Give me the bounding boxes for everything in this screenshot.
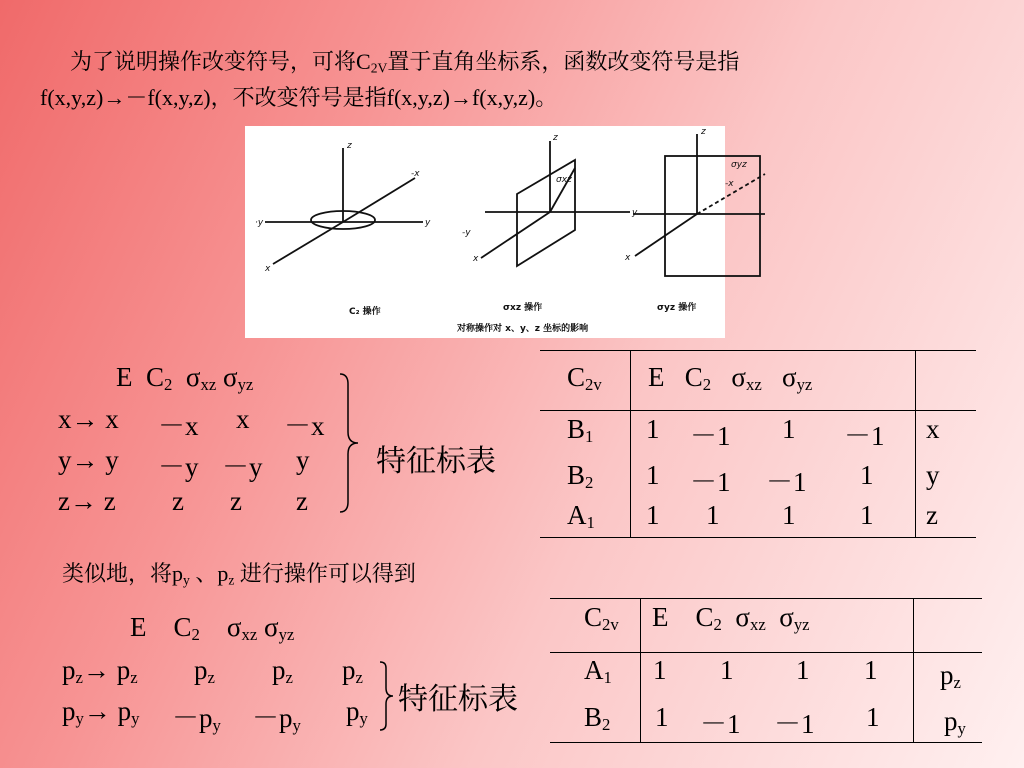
intro-line1-a: 为了说明操作改变符号，可将C [70, 49, 371, 74]
block1-row-x-1: －x [158, 411, 199, 441]
fig-sigma-yz: σyz [731, 160, 747, 170]
block1-row-z-1: z [172, 486, 184, 516]
block1-label: 特征标表 [376, 445, 496, 478]
table2-a1-basis: $p_z$ [940, 660, 961, 693]
table1-irrep-b2: $B_2$ [567, 460, 594, 493]
block1-row-y-1: －y [158, 452, 199, 482]
table1-b2-char-c2: －1 [690, 467, 731, 497]
table1-b1-char-e: 1 [646, 414, 660, 444]
symmetry-operations-figure [245, 126, 747, 338]
table2-header-rule [550, 652, 982, 653]
fig-axis-y-1: y [425, 218, 431, 228]
table2-irrep-a1: $A_1$ [584, 655, 612, 688]
fig-axis-negx-3: -x [725, 179, 734, 189]
fig-caption-c2: C₂ 操作 [349, 307, 381, 317]
fig-caption-syz: σyz 操作 [657, 303, 697, 313]
table2-irrep-b2: $B_2$ [584, 702, 611, 735]
block1-row-y-0: y→ y [58, 445, 119, 475]
table1-a1-char-sxz: 1 [782, 500, 796, 530]
fig-axis-x-3: x [625, 253, 631, 263]
block2-row-pz-0: $p_z\to p_z$ [62, 655, 138, 688]
table2-bottom-rule [550, 742, 982, 743]
block2-row-py-3: $p_y$ [346, 696, 368, 729]
table1-top-rule [540, 350, 976, 351]
fig-axis-z-3: z [701, 127, 706, 137]
table2-b2-char-c2: －1 [700, 709, 741, 739]
fig-caption-main: 对称操作对 x、y、z 坐标的影响 [457, 324, 589, 334]
block1-row-z-0: z→ z [58, 486, 116, 516]
table2-b2-char-sxz: －1 [774, 709, 815, 739]
table2-top-rule [550, 598, 982, 599]
table1-b1-char-c2: －1 [690, 421, 731, 451]
fig-axis-doty-1: ·y [255, 218, 264, 228]
table1-a1-char-c2: 1 [706, 500, 720, 530]
axes-diagram [245, 126, 747, 338]
fig-axis-negx-1: -x [411, 169, 420, 179]
fig-axis-z-1: z [347, 141, 352, 151]
fig-axis-z-2: z [553, 133, 558, 143]
table1-a1-basis: z [926, 500, 938, 530]
table1-b2-char-sxz: －1 [766, 467, 807, 497]
block1-row-x-0: x→ x [58, 404, 119, 434]
fig-sigma-xz: σxz [556, 175, 572, 185]
table2-b2-char-syz: 1 [866, 702, 880, 732]
block2-row-py-0: $p_y\to p_y$ [62, 696, 140, 729]
fig-axis-x-2: x [473, 254, 479, 264]
table2-vrule-1 [640, 598, 641, 742]
fig-axis-negy-2: -y [462, 228, 471, 238]
table1-vrule-1 [630, 350, 631, 537]
block1-row-y-3: y [296, 445, 310, 475]
table2-a1-char-syz: 1 [864, 655, 878, 685]
table2-b2-basis: $p_y$ [944, 706, 966, 739]
table1-b1-char-syz: －1 [844, 421, 885, 451]
table1-b2-char-e: 1 [646, 460, 660, 490]
table2-a1-char-sxz: 1 [796, 655, 810, 685]
block1-row-y-2: －y [222, 452, 263, 482]
block2-row-pz-3: $p_z$ [342, 655, 363, 688]
fig-caption-sxz: σxz 操作 [503, 303, 543, 313]
table1-a1-char-syz: 1 [860, 500, 874, 530]
table2-group: $C_{2v}$ [584, 602, 619, 635]
block2-header: E $C_2$ $\sigma_{xz}$ $\sigma_{yz}$ [130, 612, 295, 645]
table1-b2-basis: y [926, 460, 940, 490]
table2-vrule-2 [913, 598, 914, 742]
fig-axis-y-2: y [632, 208, 638, 218]
table2-a1-char-c2: 1 [720, 655, 734, 685]
table2-ops-header: E $C_2$ $\sigma_{xz}$ $\sigma_{yz}$ [652, 602, 810, 635]
block2-row-py-1: $-p_y$ [172, 703, 221, 736]
block1-row-x-3: －x [284, 411, 325, 441]
table1-header-rule [540, 410, 976, 411]
table1-bottom-rule [540, 537, 976, 538]
block2-brace [378, 660, 398, 732]
block1-row-z-2: z [230, 486, 242, 516]
table1-b1-basis: x [926, 414, 940, 444]
intro-line1-b: 置于直角坐标系，函数改变符号是指 [387, 49, 740, 74]
block2-row-py-2: $-p_y$ [252, 703, 301, 736]
table1-ops-header: E $C_2$ $\sigma_{xz}$ $\sigma_{yz}$ [648, 362, 813, 395]
intro-paragraph [40, 44, 1000, 116]
table1-b1-char-sxz: 1 [782, 414, 796, 444]
table1-vrule-2 [915, 350, 916, 537]
middle-sentence: 类似地，将$p_y$ 、$p_z$ 进行操作可以得到 [62, 561, 416, 588]
block2-label: 特征标表 [398, 683, 518, 716]
fig-axis-x-1: x [265, 264, 271, 274]
block1-header: E $C_2$ $\sigma_{xz}$ $\sigma_{yz}$ [116, 362, 254, 395]
intro-line1-sub: 2V [370, 60, 388, 76]
block2-row-pz-2: $p_z$ [272, 655, 293, 688]
table1-irrep-b1: $B_1$ [567, 414, 594, 447]
table1-a1-char-e: 1 [646, 500, 660, 530]
table1-group: $C_{2v}$ [567, 362, 602, 395]
table2-b2-char-e: 1 [655, 702, 669, 732]
table1-b2-char-syz: 1 [860, 460, 874, 490]
block2-row-pz-1: $p_z$ [194, 655, 215, 688]
table1-irrep-a1: $A_1$ [567, 500, 595, 533]
intro-line2: f(x,y,z)→－f(x,y,z)，不改变符号是指f(x,y,z)→f(x,y,z)。 [40, 85, 558, 110]
block1-row-x-2: x [236, 404, 250, 434]
block1-row-z-3: z [296, 486, 308, 516]
block1-brace [338, 372, 368, 514]
table2-a1-char-e: 1 [653, 655, 667, 685]
